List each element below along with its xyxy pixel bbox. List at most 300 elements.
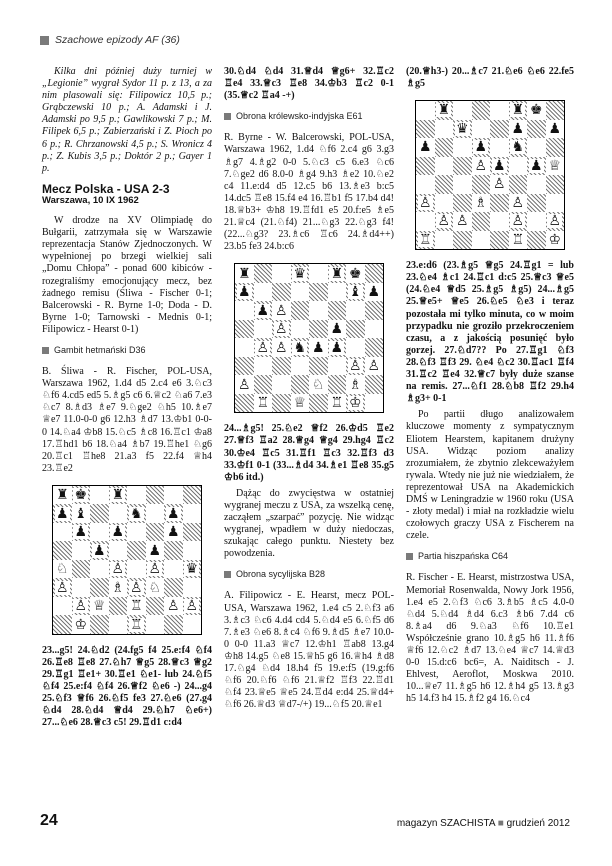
black-pawn-icon: ♟	[511, 120, 525, 137]
board-square	[164, 523, 183, 542]
board-square	[490, 120, 509, 139]
board-square	[509, 138, 528, 157]
white-bishop-icon: ♗	[474, 194, 488, 211]
board-square	[53, 578, 72, 597]
board-square	[272, 264, 291, 283]
white-rook-icon: ♖	[256, 395, 270, 412]
board-square	[183, 615, 202, 634]
game-score: R. Byrne - W. Balcerowski, POL-USA, Warszawa 1962, 1.d4 ♘f6 2.c4 g6 3.g3 ♗g7 4.♗g2 0-0 5.♘c3 c5 6.e3 ♘c6 7.♘ge2 d6 8.0-0 ♗g4 9.h3 ♗e2 10.♘e2 c4 11.e:d4 d5 12.c5 b6 13.♗e3 b:c5 14.dc5 ♖e8 15.f4 e4 16.♖b1 f5 17.b4 d4! 18.♕b3+ ♔h8 19.♖fd1 e5 20.f:e5 ♗e5 21.♕c4 (21.♘f4) 21...♘g3 22.♘g3 f4! (22...♘g3? 23.♗c6 ♖c6 24.♗d4++) 23.b5 fe3 24.b:c6	[224, 132, 394, 253]
white-king-icon: ♔	[548, 231, 562, 248]
board-square	[490, 138, 509, 157]
header-square-icon	[40, 36, 49, 45]
board-square	[164, 504, 183, 523]
black-pawn-icon: ♟	[311, 339, 325, 356]
board-square	[435, 231, 454, 250]
board-square	[146, 486, 165, 505]
section-title: Szachowe epizody AF (36)	[55, 34, 180, 46]
board-square	[509, 157, 528, 176]
board-square	[416, 175, 435, 194]
board-square	[365, 264, 384, 283]
board-square	[365, 394, 384, 413]
board-square	[546, 212, 565, 231]
opening-label	[42, 344, 212, 356]
board-square	[90, 523, 109, 542]
board-square	[109, 504, 128, 523]
board-square	[291, 338, 310, 357]
issue-date: grudzień 2012	[506, 818, 570, 829]
board-square	[416, 101, 435, 120]
board-square	[254, 357, 273, 376]
board-square	[328, 357, 347, 376]
black-knight-icon: ♞	[511, 139, 525, 156]
black-pawn-icon: ♟	[492, 157, 506, 174]
board-square	[53, 523, 72, 542]
board-square	[127, 615, 146, 634]
black-knight-icon: ♞	[129, 505, 143, 522]
black-knight-icon: ♞	[293, 339, 307, 356]
board-square	[472, 101, 491, 120]
board-square	[416, 231, 435, 250]
white-pawn-icon: ♙	[111, 561, 125, 578]
white-knight-icon: ♘	[55, 561, 69, 578]
bullet-square-icon	[406, 553, 413, 560]
board-square	[509, 231, 528, 250]
board-square	[254, 283, 273, 302]
board-square	[490, 175, 509, 194]
board-square	[72, 523, 91, 542]
white-pawn-icon: ♙	[185, 598, 199, 615]
white-rook-icon: ♖	[129, 616, 143, 633]
board-square	[490, 212, 509, 231]
board-square	[346, 375, 365, 394]
board-square	[53, 597, 72, 616]
white-knight-icon: ♘	[311, 376, 325, 393]
board-square	[435, 138, 454, 157]
white-knight-icon: ♘	[148, 579, 162, 596]
board-square	[72, 615, 91, 634]
game-score: B. Śliwa - R. Fischer, POL-USA, Warszawa 1962, 1.d4 d5 2.c4 e6 3.♘c3 ♘f6 4.cd5 ed5 5.♗g5 c6 6.♕c2 ♘a6 7.e3 ♘c7 8.♗d3 ♗e7 9.♘ge2 ♘h5 10.♗e7 ♕e7 11.0-0-0 g6 12.h3 ♗d7 13.♔b1 0-0-0 14.♘a4 ♔b8 15.♘c5 ♗c8 16.♖c1 ♔a8 17.♖hd1 b6 18.♘a4 ♗b7 19.♖he1 ♘g6 20.♖c1 ♖he8 21.a3 f5 22.f4 ♕h4 23.♖e2	[42, 366, 212, 474]
board-square	[291, 375, 310, 394]
game-continuation: 23...g5! 24.♘d2 (24.fg5 f4 25.e:f4 ♘f4 26.♖e8 ♖e8 27.♘h7 ♕g5 28.♕c3 ♕g2 29.♖g1 ♖e1+ 30.♖e1 ♘e1- lub 24.♘f5 ♘f4 25.e:f4 ♘f4 26.♕f2 ♘e6 -) 24...g4 25.♘f3 ♕f6 26.♘f5 fe3 27.♘e6 (27.g4 ♘d4 28.♘d4 ♕d4 29.♘h7 ♘e6+) 27...♘e6 28.♕c3 c5! 29.♖d1 c:d4	[42, 644, 212, 729]
white-pawn-icon: ♙	[418, 194, 432, 211]
board-square	[435, 101, 454, 120]
black-pawn-icon: ♟	[166, 524, 180, 541]
black-king-icon: ♚	[529, 102, 543, 119]
board-square	[272, 394, 291, 413]
board-square	[109, 578, 128, 597]
board-square	[416, 120, 435, 139]
white-pawn-icon: ♙	[55, 579, 69, 596]
board-square	[272, 357, 291, 376]
white-bishop-icon: ♗	[348, 376, 362, 393]
opening-label	[224, 568, 394, 580]
board-square	[453, 120, 472, 139]
article-title: Mecz Polska - USA 2-3	[42, 181, 170, 196]
board-square	[272, 301, 291, 320]
board-square	[127, 523, 146, 542]
game-continuation: 30.♘d4 ♘d4 31.♕d4 ♕g6+ 32.♖c2 ♖e4 33.♕c3 ♖e8 34.♔b3 ♖c2 0-1 (35.♕c2 ♖a4 -+)	[224, 66, 394, 102]
black-rook-icon: ♜	[237, 265, 251, 282]
board-square	[546, 120, 565, 139]
black-pawn-icon: ♟	[330, 321, 344, 338]
white-pawn-icon: ♙	[274, 302, 288, 319]
white-queen-icon: ♕	[293, 395, 307, 412]
white-pawn-icon: ♙	[367, 358, 381, 375]
board-square	[453, 194, 472, 213]
board-square	[127, 486, 146, 505]
board-square	[472, 157, 491, 176]
body-paragraph: Dążąc do zwycięstwa w ostatniej wygranej meczu z USA, za wszelką cenę, zacząłem „szarpać” pozycję. Nie widząc wygranej, wpadłem w duży niedoczas, szukając całego punktu. Niestety bez powodzenia.	[224, 487, 394, 560]
board-square	[527, 157, 546, 176]
board-square	[235, 394, 254, 413]
white-pawn-icon: ♙	[129, 579, 143, 596]
black-rook-icon: ♜	[111, 487, 125, 504]
black-pawn-icon: ♟	[74, 524, 88, 541]
intro-paragraph: Kilka dni później duży turniej w „Legionie” wygrał Sydor 11 p. z 13, a za nim plasowali się: Filipowicz 10,5 p.; Grąbczewski 10 p.; A. Adamski i J. Adamski po 9,5 p.; Gawlikowski 7 p.; M. Filipek 6,5 p.; Zabierzański i Z. Pioch po 6 p.; R. Chrzanowski 4,5 p.; S. Wronicz 4 p.; Z. Kubis 3,5 p.; Doktór 2 p.; Gayer 1 p.	[42, 66, 212, 174]
board-square	[254, 375, 273, 394]
board-square	[527, 231, 546, 250]
board-square	[127, 504, 146, 523]
black-rook-icon: ♜	[511, 102, 525, 119]
board-square	[365, 375, 384, 394]
board-square	[272, 375, 291, 394]
white-pawn-icon: ♙	[437, 213, 451, 230]
board-square	[53, 541, 72, 560]
chess-diagram-2	[234, 263, 384, 413]
board-square	[146, 541, 165, 560]
board-square	[346, 264, 365, 283]
board-square	[546, 231, 565, 250]
board-square	[435, 157, 454, 176]
board-square	[291, 301, 310, 320]
board-square	[183, 504, 202, 523]
board-square	[291, 394, 310, 413]
board-square	[472, 120, 491, 139]
board-square	[72, 486, 91, 505]
board-square	[453, 231, 472, 250]
black-pawn-icon: ♟	[367, 284, 381, 301]
white-rook-icon: ♖	[129, 598, 143, 615]
black-queen-icon: ♛	[185, 561, 199, 578]
board-square	[90, 597, 109, 616]
white-pawn-icon: ♙	[548, 213, 562, 230]
board-square	[146, 504, 165, 523]
black-queen-icon: ♛	[293, 265, 307, 282]
board-square	[146, 578, 165, 597]
opening-label	[406, 550, 574, 562]
opening-label	[224, 110, 394, 122]
board-square	[546, 175, 565, 194]
white-pawn-icon: ♙	[256, 339, 270, 356]
board-square	[254, 264, 273, 283]
opening-name: Obrona sycylijska B28	[236, 569, 326, 580]
black-bishop-icon: ♝	[348, 284, 362, 301]
board-square	[416, 157, 435, 176]
white-pawn-icon: ♙	[455, 213, 469, 230]
column-1	[42, 66, 212, 734]
game-continuation: 23.e:d6 (23.♗g5 ♕g5 24.♖g1 = lub 23.♘e4 ♗c1 24.♖c1 d:c5 25.♕c3 ♕e5 (24.♘e4 ♕d5 25.♗g5 ♗g5) 24...♗g5 25.♕e5+ ♕e5 26.♘e5 ♘e3 i teraz pozostała mi tylko minuta, co w moim przypadku nie groziło przekroczeniem czasu, a z jakością posunięć było gorzej. 27.♘d7?? Po 27.♖g1 ♘f3 28.♘f3 ♖f3 29. ♘e4 ♘c2 30.♖ac1 ♖f4 31.♖c2 ♖e4 32.♕c7 były duże szanse na remis. 27...♘f1 28.♘b8 ♖f2 29.h4 ♗g3+ 0-1	[406, 260, 574, 405]
board-square	[146, 523, 165, 542]
board-square	[527, 101, 546, 120]
board-square	[346, 283, 365, 302]
white-pawn-icon: ♙	[511, 213, 525, 230]
board-square	[365, 338, 384, 357]
board-square	[527, 138, 546, 157]
chess-diagram-3	[415, 100, 565, 250]
opening-name: Partia hiszpańska C64	[418, 551, 509, 562]
white-queen-icon: ♕	[92, 598, 106, 615]
board-square	[90, 541, 109, 560]
board-square	[146, 597, 165, 616]
footer-masthead	[397, 818, 570, 829]
board-square	[164, 597, 183, 616]
board-square	[435, 194, 454, 213]
board-square	[127, 597, 146, 616]
board-square	[72, 578, 91, 597]
white-rook-icon: ♖	[418, 231, 432, 248]
board-square	[53, 486, 72, 505]
board-square	[183, 523, 202, 542]
white-rook-icon: ♖	[330, 395, 344, 412]
black-rook-icon: ♜	[437, 102, 451, 119]
board-square	[109, 615, 128, 634]
board-square	[490, 231, 509, 250]
board-square	[146, 560, 165, 579]
board-square	[453, 175, 472, 194]
magazine-name: magazyn SZACHISTA	[396, 818, 495, 829]
black-king-icon: ♚	[348, 265, 362, 282]
board-square	[546, 138, 565, 157]
board-square	[435, 212, 454, 231]
black-pawn-icon: ♟	[330, 339, 344, 356]
board-square	[309, 357, 328, 376]
board-square	[490, 194, 509, 213]
board-square	[328, 338, 347, 357]
white-king-icon: ♔	[74, 616, 88, 633]
bullet-square-icon	[224, 113, 231, 120]
board-square	[365, 301, 384, 320]
white-bishop-icon: ♗	[111, 579, 125, 596]
game-continuation: 24...♗g5! 25.♘e2 ♕f2 26.♔d5 ♖e2 27.♕f3 ♖a2 28.♕g4 ♕g4 29.hg4 ♖c2 30.♔e4 ♖c5 31.♖f1 ♖c3 32.♖f3 d3 33.♔f1 0-1 (33...♗d4 34.♗e1 ♖e8 35.g5 ♔b6 itd.)	[224, 423, 394, 483]
board-square	[127, 578, 146, 597]
bullet-square-icon	[42, 347, 49, 354]
board-square	[309, 394, 328, 413]
white-king-icon: ♔	[348, 395, 362, 412]
board-square	[346, 320, 365, 339]
board-square	[472, 212, 491, 231]
board-square	[527, 194, 546, 213]
board-square	[235, 301, 254, 320]
board-square	[328, 264, 347, 283]
black-pawn-icon: ♟	[237, 284, 251, 301]
board-square	[90, 486, 109, 505]
board-square	[109, 486, 128, 505]
board-square	[235, 375, 254, 394]
board-square	[72, 560, 91, 579]
board-square	[235, 320, 254, 339]
board-square	[546, 157, 565, 176]
board-square	[490, 101, 509, 120]
board-square	[328, 375, 347, 394]
black-pawn-icon: ♟	[474, 139, 488, 156]
board-square	[127, 541, 146, 560]
board-square	[272, 338, 291, 357]
board-square	[309, 320, 328, 339]
game-continuation: (20.♕h3-) 20...♗c7 21.♘e6 ♘e6 22.fe5 ♗g5	[406, 66, 574, 90]
opening-name: Gambit hetmański D36	[54, 344, 146, 355]
white-pawn-icon: ♙	[74, 598, 88, 615]
game-score: R. Fischer - E. Hearst, mistrzostwa USA, Memoriał Rosenwalda, Nowy Jork 1956, 1.e4 e5 2.♘f3 ♘c6 3.♗b5 ♗c5 4.0-0 ♘d4 5.♘d4 ♗d4 6.c3 ♗b6 7.d4 c6 8.♗a4 d6 9.♘a3 ♘f6 10.♖e1 Współcześnie grano 10.♗g5 h6 11.♗f6 ♕f6 12.♘c2 ♗d7 13.♘e4 ♕c7 14.♕d3 0-0 15.d:c6 bc6=, A. Naiditsch - J. Ehlvest, Aeroflot, Moskwa 2010. 10...♕e7 11.♗g5 h6 12.♗h4 g5 13.♗g3 h5 14.f3 h4 15.♗f2 g4 16.♘c4	[406, 572, 574, 705]
white-pawn-icon: ♙	[237, 376, 251, 393]
board-square	[365, 320, 384, 339]
white-pawn-icon: ♙	[274, 339, 288, 356]
board-square	[328, 301, 347, 320]
chess-diagram-1	[52, 485, 202, 635]
board-square	[254, 320, 273, 339]
board-square	[272, 320, 291, 339]
page-number: 24	[40, 812, 58, 829]
board-square	[164, 486, 183, 505]
board-square	[291, 357, 310, 376]
board-square	[183, 578, 202, 597]
board-square	[127, 560, 146, 579]
black-pawn-icon: ♟	[166, 505, 180, 522]
board-square	[235, 357, 254, 376]
white-pawn-icon: ♙	[474, 157, 488, 174]
board-square	[490, 157, 509, 176]
board-square	[109, 597, 128, 616]
board-square	[183, 486, 202, 505]
board-square	[416, 138, 435, 157]
board-square	[254, 338, 273, 357]
body-paragraph: Po partii długo analizowałem kluczowe momenty z sympatycznym Eliotem Hearstem, kapitanem drużyny USA. Widząc poziom analizy zrozumiałem, że zbytnio zlekceważyłem rywala. Wtedy nie już nie wiedziałem, że reprezentował USA na Akademickich DMŚ w Leningradzie w 1960 roku (USA - złoty medal) i miał na rozkładzie wielu czołowych graczy USA z Fischerem na czele.	[406, 409, 574, 542]
footer-separator: ■	[497, 818, 504, 829]
white-pawn-icon: ♙	[348, 358, 362, 375]
board-square	[164, 615, 183, 634]
board-square	[164, 541, 183, 560]
board-square	[509, 101, 528, 120]
board-square	[291, 264, 310, 283]
black-pawn-icon: ♟	[256, 302, 270, 319]
black-rook-icon: ♜	[330, 265, 344, 282]
board-square	[453, 212, 472, 231]
board-square	[291, 283, 310, 302]
board-square	[416, 194, 435, 213]
black-pawn-icon: ♟	[55, 505, 69, 522]
board-square	[164, 560, 183, 579]
black-pawn-icon: ♟	[529, 157, 543, 174]
board-square	[309, 301, 328, 320]
board-square	[235, 264, 254, 283]
board-square	[72, 597, 91, 616]
white-pawn-icon: ♙	[166, 598, 180, 615]
column-2	[224, 66, 394, 717]
board-square	[328, 283, 347, 302]
article-subtitle: Warszawa, 10 IX 1962	[42, 194, 139, 206]
bullet-square-icon	[224, 571, 231, 578]
board-square	[346, 394, 365, 413]
board-square	[472, 138, 491, 157]
board-square	[546, 194, 565, 213]
board-square	[53, 560, 72, 579]
board-square	[416, 212, 435, 231]
board-square	[90, 578, 109, 597]
board-square	[183, 560, 202, 579]
white-queen-icon: ♕	[548, 157, 562, 174]
white-pawn-icon: ♙	[274, 321, 288, 338]
black-pawn-icon: ♟	[418, 139, 432, 156]
game-score: A. Filipowicz - E. Hearst, mecz POL-USA, Warszawa 1962, 1.e4 c5 2.♘f3 a6 3.♗c3 ♘c6 4.d4 cd4 5.♘d4 e5 6.♘f5 d6 7.♗e3 ♘e6 8.♗c4 ♘f6 9.♗d5 ♗e7 10.0-0 0-0 11.a3 ♕c7 12.♔h1 ♖ab8 13.g4 ♔h8 14.g5 ♘e8 15.♕h5 g6 16.♕h4 ♗d8 17.♘g4 ♘d4 18.h4 f5 19.e:f5 (19.g:f6 ♘f6 20.♘f6 ♘f6 21.♕f2 ♖f3 22.♖d1 ♘f4 23.♕e5 ♕e5 24.♖d4 e:d4 25.♕d4+ ♘f6 26.♕d3 ♕d7-/+) 19...♘f5 20.♕e1	[224, 590, 394, 711]
board-square	[183, 597, 202, 616]
board-square	[527, 212, 546, 231]
black-bishop-icon: ♝	[74, 505, 88, 522]
board-square	[509, 212, 528, 231]
board-square	[90, 504, 109, 523]
black-pawn-icon: ♟	[92, 542, 106, 559]
board-square	[309, 264, 328, 283]
board-square	[109, 541, 128, 560]
board-square	[309, 283, 328, 302]
board-square	[472, 194, 491, 213]
board-square	[527, 175, 546, 194]
white-pawn-icon: ♙	[511, 194, 525, 211]
board-square	[527, 120, 546, 139]
black-pawn-icon: ♟	[148, 542, 162, 559]
board-square	[309, 375, 328, 394]
board-square	[453, 138, 472, 157]
board-square	[453, 101, 472, 120]
column-3	[406, 66, 574, 711]
board-square	[435, 175, 454, 194]
board-square	[235, 283, 254, 302]
black-pawn-icon: ♟	[548, 120, 562, 137]
section-header	[40, 34, 180, 46]
board-square	[509, 194, 528, 213]
board-square	[365, 283, 384, 302]
board-square	[365, 357, 384, 376]
board-square	[90, 560, 109, 579]
board-square	[291, 320, 310, 339]
body-paragraph: W drodze na XV Olimpiadę do Bułgarii, zatrzymała się w Warszawie reprezentacja Stanów Zjednoczonych. W wypełnionej po brzegi wielkiej sali „Domu Chłopa” - ponad 600 kibiców - rozegraliśmy emocjonujący mecz, bez żadnego remisu (Śliwa - Fischer 0-1; Balcerowski - R. Byrne 1-0; Doda - D. Byrne 1-0; Tarnowski - Mednis 0-1; Filipowicz - Hearst 0-1)	[42, 215, 212, 335]
board-square	[272, 283, 291, 302]
board-square	[472, 175, 491, 194]
board-square	[183, 541, 202, 560]
white-pawn-icon: ♙	[492, 176, 506, 193]
black-pawn-icon: ♟	[111, 524, 125, 541]
board-square	[346, 301, 365, 320]
board-square	[146, 615, 165, 634]
board-square	[109, 560, 128, 579]
white-rook-icon: ♖	[511, 231, 525, 248]
black-queen-icon: ♛	[455, 120, 469, 137]
board-square	[453, 157, 472, 176]
board-square	[472, 231, 491, 250]
board-square	[72, 504, 91, 523]
board-square	[309, 338, 328, 357]
white-pawn-icon: ♙	[148, 561, 162, 578]
board-square	[235, 338, 254, 357]
black-rook-icon: ♜	[55, 487, 69, 504]
board-square	[109, 523, 128, 542]
board-square	[254, 301, 273, 320]
black-king-icon: ♚	[74, 487, 88, 504]
board-square	[328, 320, 347, 339]
opening-name: Obrona królewsko-indyjska E61	[236, 111, 363, 122]
board-square	[509, 175, 528, 194]
board-square	[90, 615, 109, 634]
board-square	[328, 394, 347, 413]
board-square	[53, 504, 72, 523]
